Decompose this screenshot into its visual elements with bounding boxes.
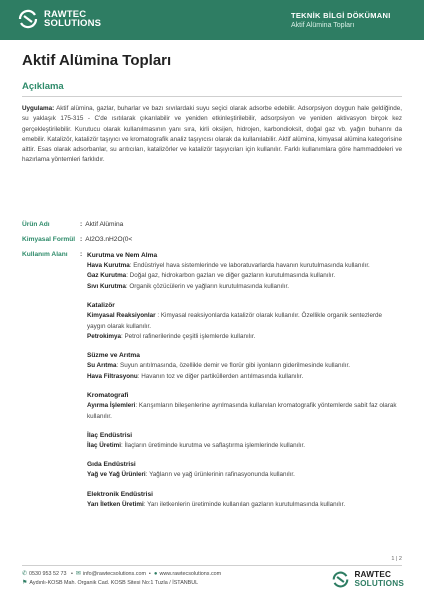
category-title: Kromatografi [87,392,129,400]
brand-line1: RAWTEC [44,8,87,20]
usage-item-label: İlaç Üretimi [87,442,121,450]
footer-logo[interactable] [332,571,404,588]
phone-icon: ✆ [22,571,28,577]
formula-value-row: : Al2O3.nH2O(0< [80,236,133,243]
document-type [291,11,406,29]
doc-subtitle: Aktif Alümina Topları [291,22,355,29]
footer-email[interactable]: info@rawtecsolutions.com [82,571,146,577]
category-title: Süzme ve Arıtma [87,352,140,360]
usage-group-catalyst [87,302,402,342]
footer-website[interactable]: www.rawtecsolutions.com [159,571,222,577]
brand-logo[interactable] [18,9,101,29]
page-number: 1 | 2 [391,556,402,562]
usage-item-text: : İlaçların üretiminde kurutma ve saflaştırma işlemlerinde kullanılır. [120,442,306,450]
usage-item [87,261,402,271]
footer-contact: ✆ 0530 953 52 73 • ✉ info@rawtecsolutions.com • ● www.rawtecsolutions.com ⚑ Aydınlı-KOSB Mah. Organik Cad. KOSB Sitesi No:1 Tuzla / İSTANBUL [22,571,222,586]
usage-item-text: : Yarı iletkenlerin üretiminde kullanılan gazların kurutulmasında kullanılır. [143,500,346,508]
usage-group-drying [87,252,402,292]
usage-item-label: Su Arıtma [87,362,117,370]
category-title: Kurutma ve Nem Alma [87,252,158,259]
usage-item [87,470,402,480]
footer-brand-line2: SOLUTIONS [354,578,404,588]
usage-group-chromatography [87,392,402,422]
category-title: İlaç Endüstrisi [87,432,133,440]
usage-item-label: Petrokimya [87,333,121,341]
usage-group-pharma [87,432,402,451]
formula-label: Kimyasal Formül [22,236,76,243]
divider [22,96,402,97]
usage-item [87,372,402,382]
description-text: Aktif alümina, gazlar, buharlar ve bazı sıvılardaki suyu seçici olarak adsorbe edebilir. Adsorpsiyon doygun hale geldiğinde, su yaklaşık 175-315 - C'de ısıtılarak çıkarılabilir ve yeniden etkinleştirilebilir, adsorpsiyon ve yeniden aktivasyon birçok kez gerçekleştirilebilir. Kurutucu olarak kullanılmasının yanı sıra, kirli oksijen, hidrojen, karbondioksit, doğal gaz vb. yağın buharını da emebilir. Katalizör, katalizör taşıyıcı ve kromatografik analiz taşıyıcısı olarak da kullanılabilir. Aktif alümina, kimyasal alümina kategorisine aittir. Esas olarak adsorbanlar, su arıtıcıları, katalizörler ve katalizör taşıyıcıları için kullanılır. Farklı kullanımlara göre hammaddeleri ve hazırlama yöntemleri farklıdır. [22,105,402,164]
footer-brand-line1: RAWTEC [354,570,392,580]
category-title: Katalizör [87,302,115,310]
footer-address: Aydınlı-KOSB Mah. Organik Cad. KOSB Sitesi No:1 Tuzla / İSTANBUL [29,580,199,586]
usage-label: Kullanım Alanı [22,251,68,258]
usage-group-electronics [87,491,402,510]
description-lead: Uygulama: [22,105,55,112]
usage-item-label: Hava Filtrasyonu [87,372,138,380]
usage-item-text: : Doğal gaz, hidrokarbon gazları ve diğer gazların kurutulmasında kullanılır. [126,272,336,280]
usage-item-label: Ayırma İşlemleri [87,402,136,410]
category-title: Gıda Endüstrisi [87,461,136,469]
usage-item-label: Gaz Kurutma [87,272,127,280]
usage-item [87,332,402,342]
usage-item-text: : Karışımların bileşenlerine ayrılmasında kullanılan kromatografik yöntemlerde sabit faz olarak kullanılır. [87,402,397,420]
usage-item-text: : Endüstriyel hava sistemlerinde ve laboratuvarlarda havanın kurutulmasında kullanılır. [129,262,370,269]
location-icon: ⚑ [22,580,28,586]
usage-item-text: : Suyun arıtılmasında, özellikle demir ve florür gibi iyonların giderilmesinde kullanılır. [116,362,350,370]
usage-item-label: Yarı İletken Üretimi [87,500,144,508]
usage-item [87,500,402,510]
description-paragraph [22,104,402,166]
brand-name [44,10,101,29]
header-bar [0,0,424,40]
formula-value: Al2O3.nH2O(0< [85,236,133,243]
section-title: Açıklama [22,81,64,92]
rawtec-logo-icon [18,9,38,29]
usage-item [87,282,402,292]
page-title: Aktif Alümina Topları [22,52,172,69]
usage-item [87,361,402,371]
usage-list [87,252,402,520]
usage-group-food [87,461,402,480]
usage-item-label: Hava Kurutma [87,262,130,269]
footer-brand-name [354,571,404,588]
usage-item-text: : Kimyasal reaksiyonlarda katalizör olarak kullanılır. Özellikle organik sentezlerde yaygın olarak kullanılır. [87,312,383,330]
usage-item-label: Yağ ve Yağ Ürünleri [87,471,146,479]
usage-item-text: : Organik çözücülerin ve yağların kurutulmasında kullanılır. [125,282,289,290]
footer-phone[interactable]: 0530 953 52 73 [29,571,67,577]
usage-item [87,441,402,451]
usage-item-label: Kimyasal Reaksiyonlar [87,312,156,320]
usage-item-label: Sıvı Kurutma [87,282,126,290]
product-value: Aktif Alümina [85,221,124,228]
product-label: Ürün Adı [22,221,50,228]
rawtec-logo-icon [332,571,349,588]
product-value-row: : Aktif Alümina [80,221,124,228]
usage-group-filtration [87,352,402,382]
usage-item [87,311,402,332]
usage-item-text: : Petrol rafinerilerinde çeşitli işlemlerde kullanılır. [120,333,256,341]
brand-line2: SOLUTIONS [44,18,102,29]
doc-type-label: TEKNİK BİLGİ DÖKÜMANI [291,11,391,20]
usage-item [87,271,402,281]
usage-item-text: : Yağların ve yağ ürünlerinin rafinasyonunda kullanılır. [145,471,295,479]
mail-icon: ✉ [75,571,81,577]
footer-divider [22,565,402,566]
usage-item [87,401,402,422]
globe-icon: ● [153,571,158,577]
usage-item-text: : Havanın toz ve diğer partiküllerden arıtılmasında kullanılır. [137,372,304,380]
category-title: Elektronik Endüstrisi [87,490,153,498]
usage-colon: : [80,251,83,258]
